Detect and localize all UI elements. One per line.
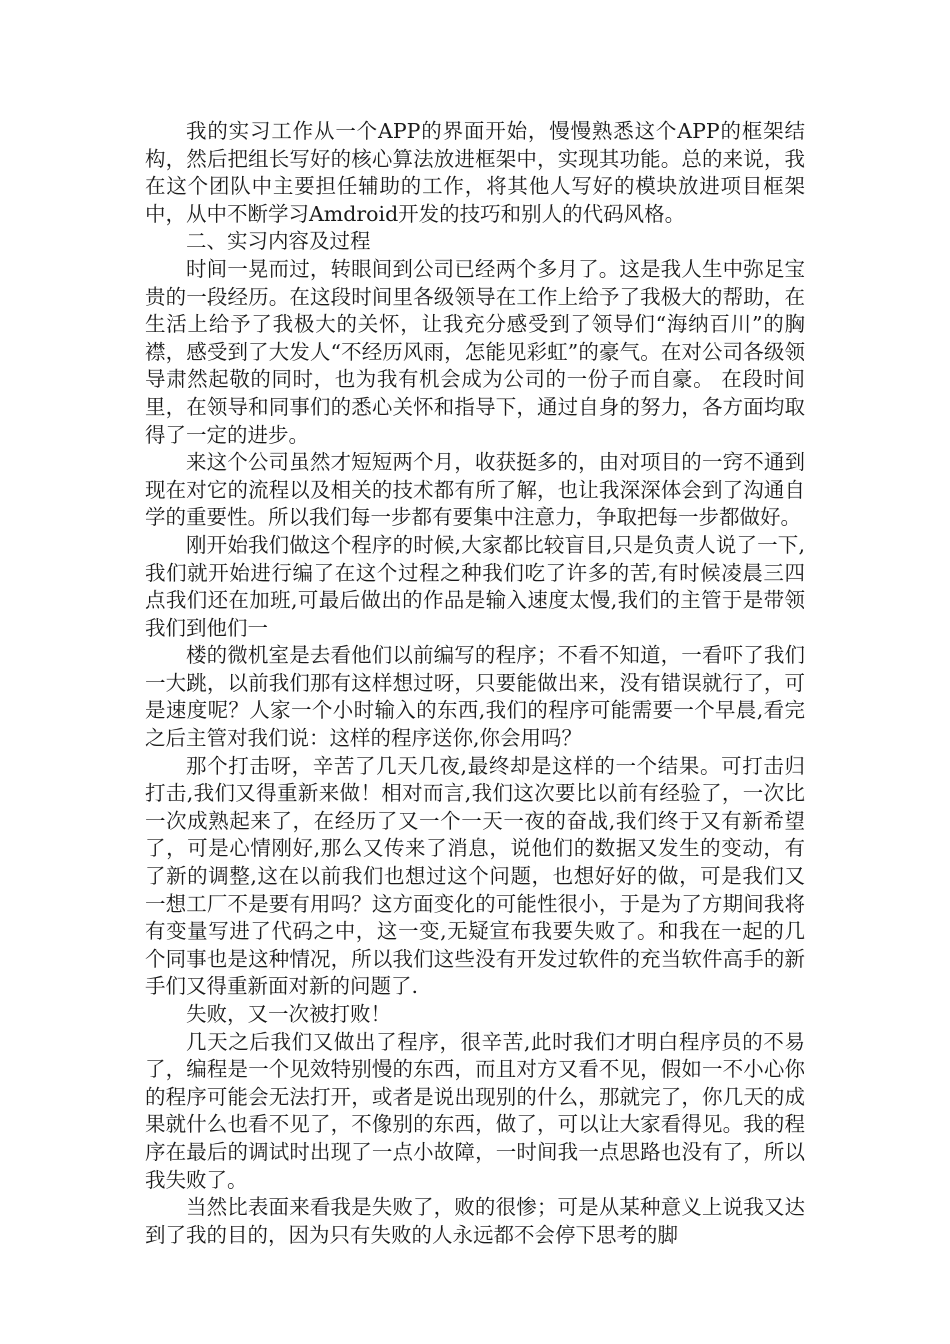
- paragraph-internship-start: 我的实习工作从一个APP的界面开始，慢慢熟悉这个APP的框架结构，然后把组长写好的核心算法放进框架中，实现其功能。总的来说，我在这个团队中主要担任辅助的工作，将其他人写好的模块放进项目框架中，从中不断学习Amdroid开发的技巧和别人的代码风格。: [145, 119, 805, 226]
- paragraph-harvest: 来这个公司虽然才短短两个月，收获挺多的，由对项目的一窍不通到现在对它的流程以及相关的技术都有所了解，也让我深深体会到了沟通自学的重要性。所以我们每一步都有要集中注意力，争取把每一步都做好。: [145, 450, 805, 530]
- paragraph-two-months: 时间一晃而过，转眼间到公司已经两个多月了。这是我人生中弥足宝贵的一段经历。在这段时间里各级领导在工作上给予了我极大的帮助，在生活上给予了我极大的关怀，让我充分感受到了领导们“海纳百川”的胸襟，感受到了大发人“不经历风雨，怎能见彩虹”的豪气。在对公司各级领导肃然起敬的同时，也为我有机会成为公司的一份子而自豪。 在段时间里，在领导和同事们的悉心关怀和指导下，通过自身的努力，各方面均取得了一定的进步。: [145, 256, 805, 447]
- paragraph-few-days-later: 几天之后我们又做出了程序，很辛苦,此时我们才明白程序员的不易了，编程是一个见效特别慢的东西，而且对方又看不见，假如一不小心你的程序可能会无法打开，或者是说出现别的什么，那就完了，你几天的成果就什么也看不见了，不像别的东西，做了，可以让大家看得见。我的程序在最后的调试时出现了一点小故障，一时间我一点思路也没有了，所以我失败了。: [145, 1029, 805, 1192]
- paragraph-failure-again: 失败，又一次被打败！: [186, 1002, 391, 1026]
- paragraph-first-program: 刚开始我们做这个程序的时候,大家都比较盲目,只是负责人说了一下,我们就开始进行编了在这个过程之种我们吃了许多的苦,有时候凌晨三四点我们还在加班,可最后做出的作品是输入速度太慢,我们的主管于是带领我们到他们一: [145, 532, 805, 640]
- paragraph-computer-room: 楼的微机室是去看他们以前编写的程序；不看不知道，一看吓了我们一大跳，以前我们那有这样想过呀，只要能做出来，没有错误就行了，可是速度呢？人家一个小时输入的东西,我们的程序可能需要一个早晨,看完之后主管对我们说：这样的程序送你,你会用吗？: [145, 643, 805, 751]
- paragraph-reflection: 当然比表面来看我是失败了，败的很惨；可是从某种意义上说我又达到了我的目的，因为只有失败的人永远都不会停下思考的脚: [145, 1195, 805, 1247]
- document-body: [145, 118, 805, 1249]
- section-heading-internship-content: 二、实习内容及过程: [186, 229, 371, 254]
- paragraph-setback: 那个打击呀，辛苦了几天几夜,最终却是这样的一个结果。可打击归打击,我们又得重新来做！相对而言,我们这次要比以前有经验了，一次比一次成熟起来了，在经历了又一个一天一夜的奋战,我们终于又有新希望了，可是心情刚好,那么又传来了消息，说他们的数据又发生的变动，有了新的调整,这在以前我们也想过这个问题，也想好好的做，可是我们又一想工厂不是要有用吗？这方面变化的可能性很小，于是为了方期间我将有变量写进了代码之中，这一变,无疑宣布我要失败了。和我在一起的几个同事也是这种情况，所以我们这些没有开发过软件的充当软件高手的新手们又得重新面对新的问题了.: [145, 753, 805, 999]
